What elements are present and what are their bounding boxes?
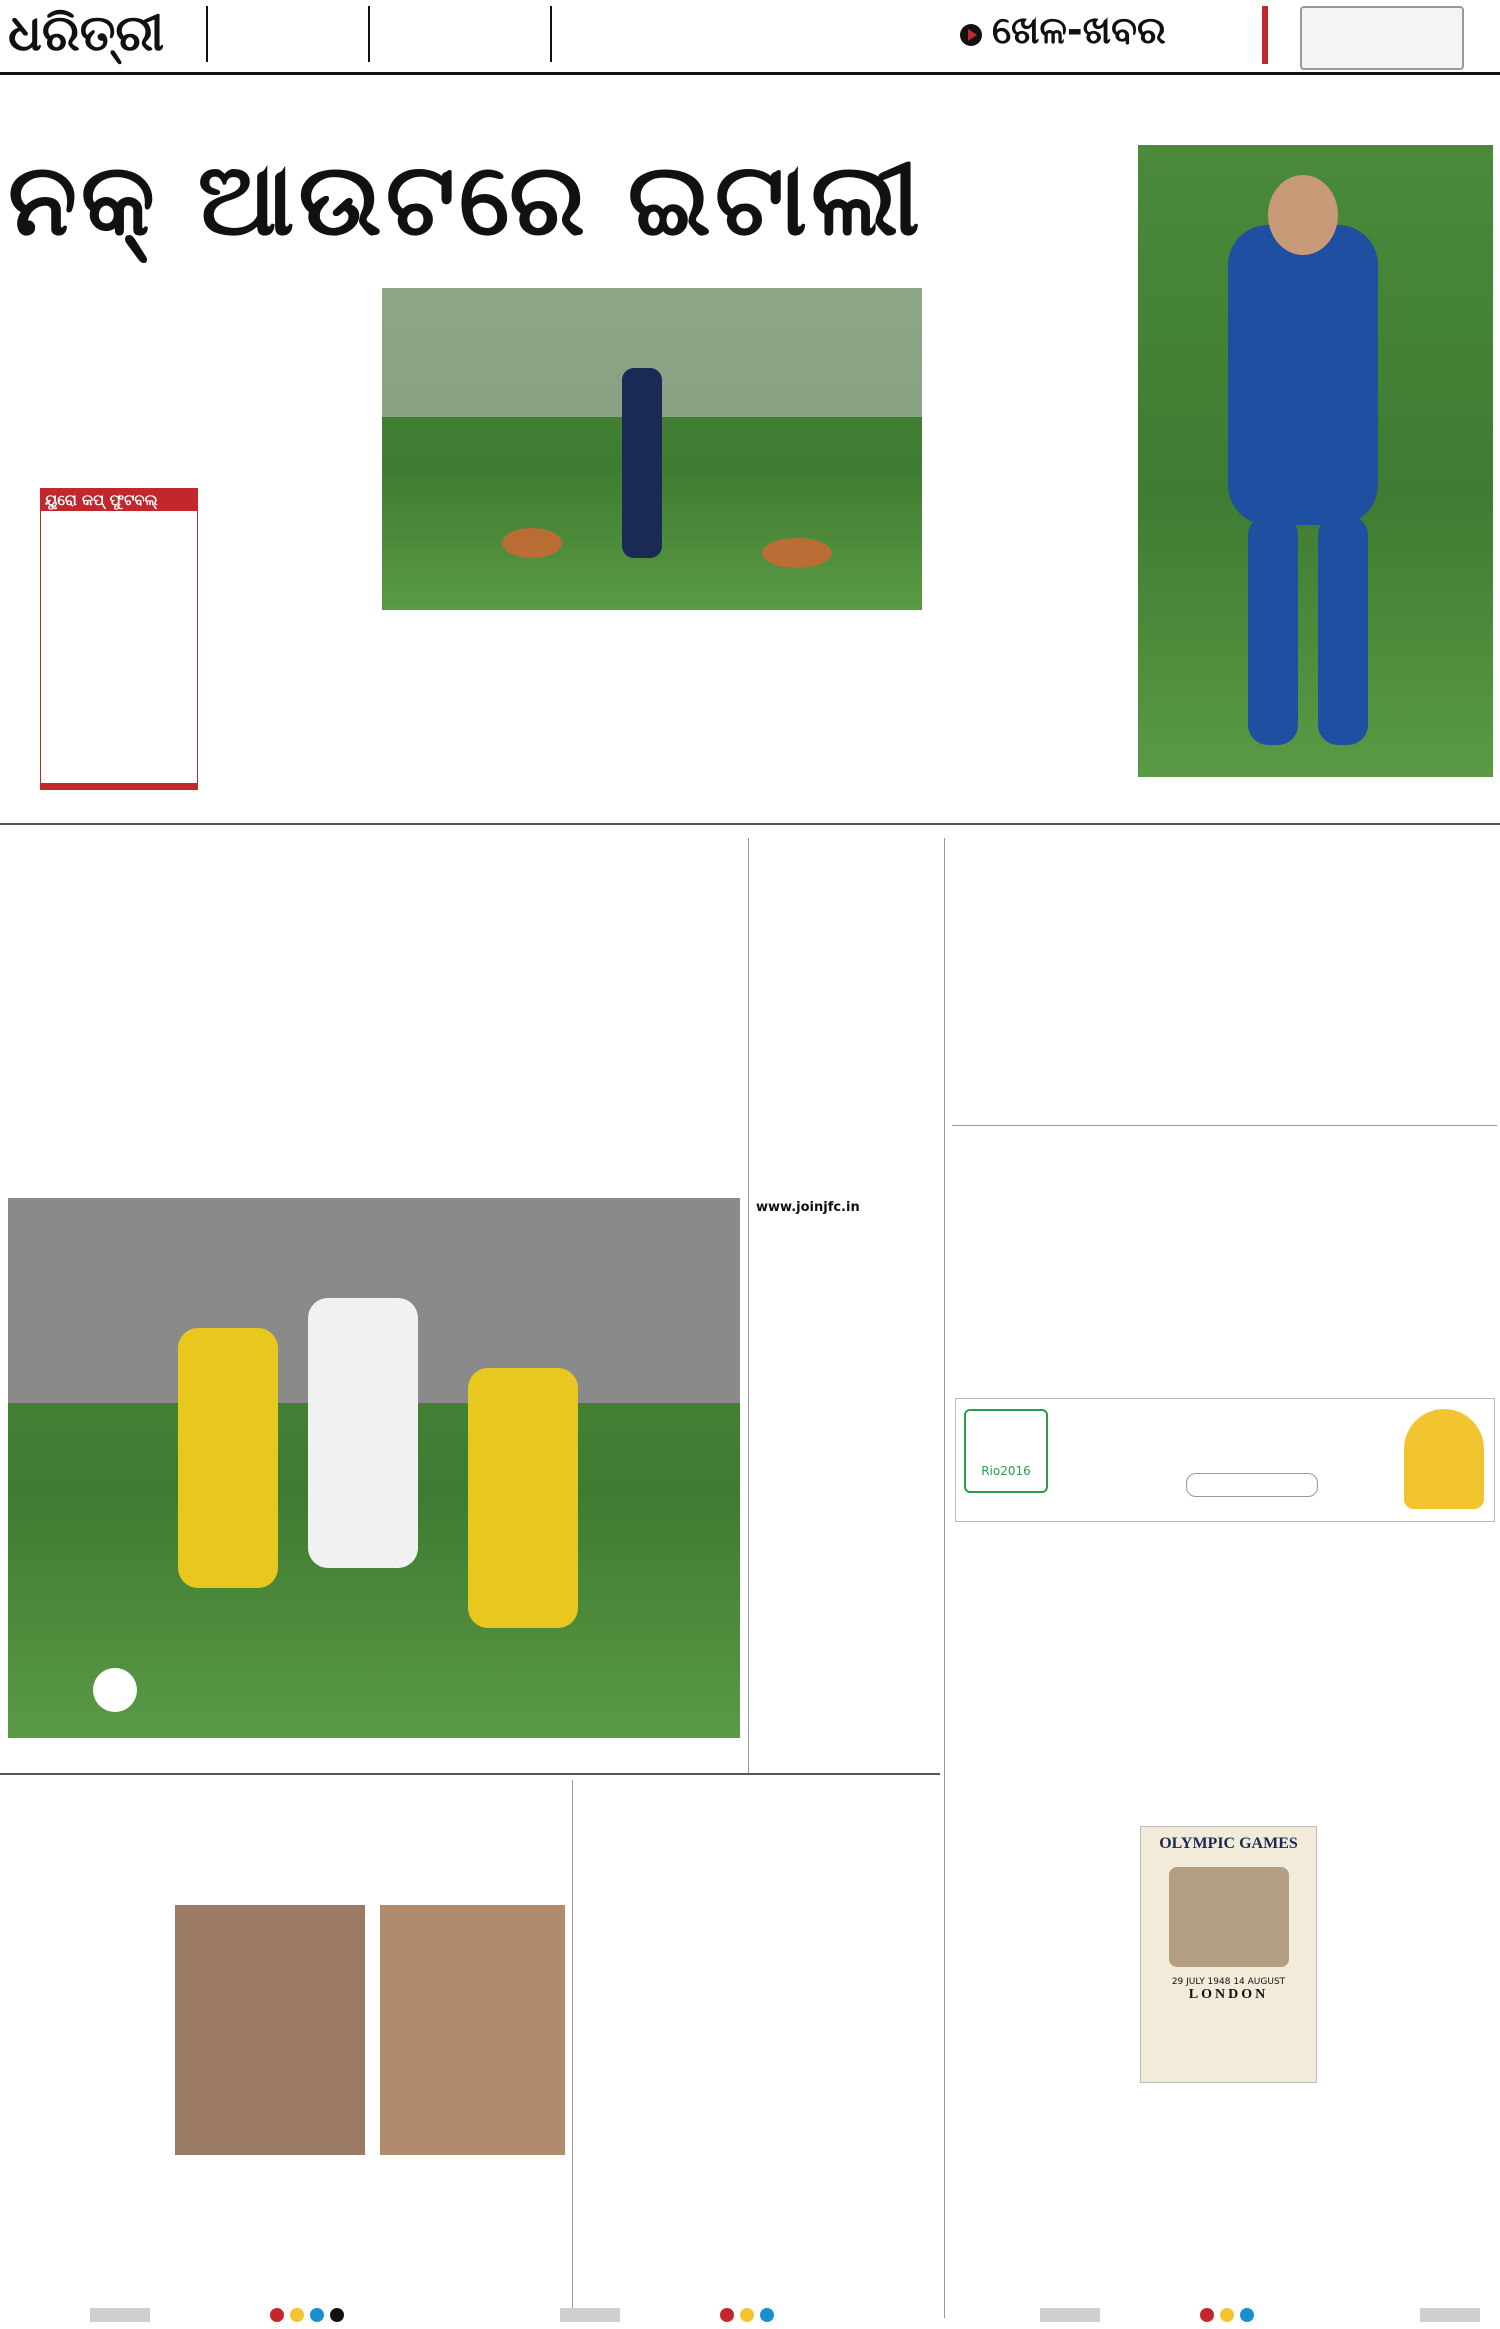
newspaper-logo: ଧରିତ୍ରୀ [8,4,165,62]
registration-mark-black [330,2308,344,2322]
italy-col-2 [200,285,350,815]
italy-headline: ନକ୍ ଆଉଟରେ ଇଟାଲୀ [8,141,924,258]
section-title: ଖେଳ-ଖବର [992,8,1166,52]
registration-mark-yellow [1220,2308,1234,2322]
satish-body [952,1180,1497,1385]
poster-city: LONDON [1188,1987,1269,2002]
registration-mark-magenta [720,2308,734,2322]
print-mark [1420,2308,1480,2322]
registration-mark-cyan [1240,2308,1254,2322]
registration-mark-yellow [740,2308,754,2322]
history-col-3 [1140,2090,1315,2320]
cm-col-2 [765,1880,940,2315]
athlete-photo [175,1905,365,2155]
registration-mark-yellow [290,2308,304,2322]
page-number [1300,6,1464,70]
section-marker [1262,6,1268,64]
italy-col-4 [570,640,750,810]
copa-col-1 [10,970,180,1185]
odisha-col-1 [8,1900,168,2315]
print-mark [90,2308,150,2322]
italy-col-3 [382,640,562,810]
registration-mark-cyan [760,2308,774,2322]
stadium-flare-photo [382,288,922,610]
coach-url[interactable]: www.joinjfc.in [756,1200,860,1215]
olympic-poster [1140,1826,1317,2083]
italy-player-photo [1138,145,1493,777]
poster-title: OLYMPIC GAMES [1159,1835,1298,1852]
history-col-2 [1140,1590,1315,1820]
copa-col-3 [370,970,540,1185]
coach-body [756,966,936,1736]
cm-col-1 [580,1880,755,2315]
italy-col-5 [758,640,922,810]
odisha-col-2 [175,2180,360,2315]
manoj-body [952,900,1497,1120]
italy-col-1 [40,285,190,485]
euro-box-title: ୟୁରୋ କପ୍ ଫୁଟବଲ୍ [41,489,197,511]
euro-box-line3 [41,527,197,535]
euro-box-line2 [41,519,197,527]
print-mark [560,2308,620,2322]
rio-countdown [1186,1473,1318,1497]
poster-dates: 29 JULY 1948 14 AUGUST [1171,1977,1286,1987]
crowd-body [932,336,1132,806]
copa-col-4 [550,970,730,1185]
euro-box-line1 [41,511,197,519]
history-col-1 [955,1590,1130,2320]
euro-cup-box [40,488,198,790]
euro-box-broadcast [41,783,197,789]
poster-illustration [1169,1867,1289,1967]
copa-match-photo [8,1198,740,1738]
rio-mascot [1404,1409,1484,1509]
section-play-icon [960,24,982,46]
rio-banner [955,1398,1495,1522]
registration-mark-magenta [1200,2308,1214,2322]
odisha-col-3 [375,2180,565,2315]
history-col-4 [1322,1590,1493,2320]
registration-mark-magenta [270,2308,284,2322]
euro-box-line4 [41,535,197,543]
coach-portrait-photo [380,1905,565,2155]
registration-mark-cyan [310,2308,324,2322]
rio-logo: Rio2016 [964,1409,1048,1493]
copa-col-2 [190,970,360,1185]
print-mark [1040,2308,1100,2322]
